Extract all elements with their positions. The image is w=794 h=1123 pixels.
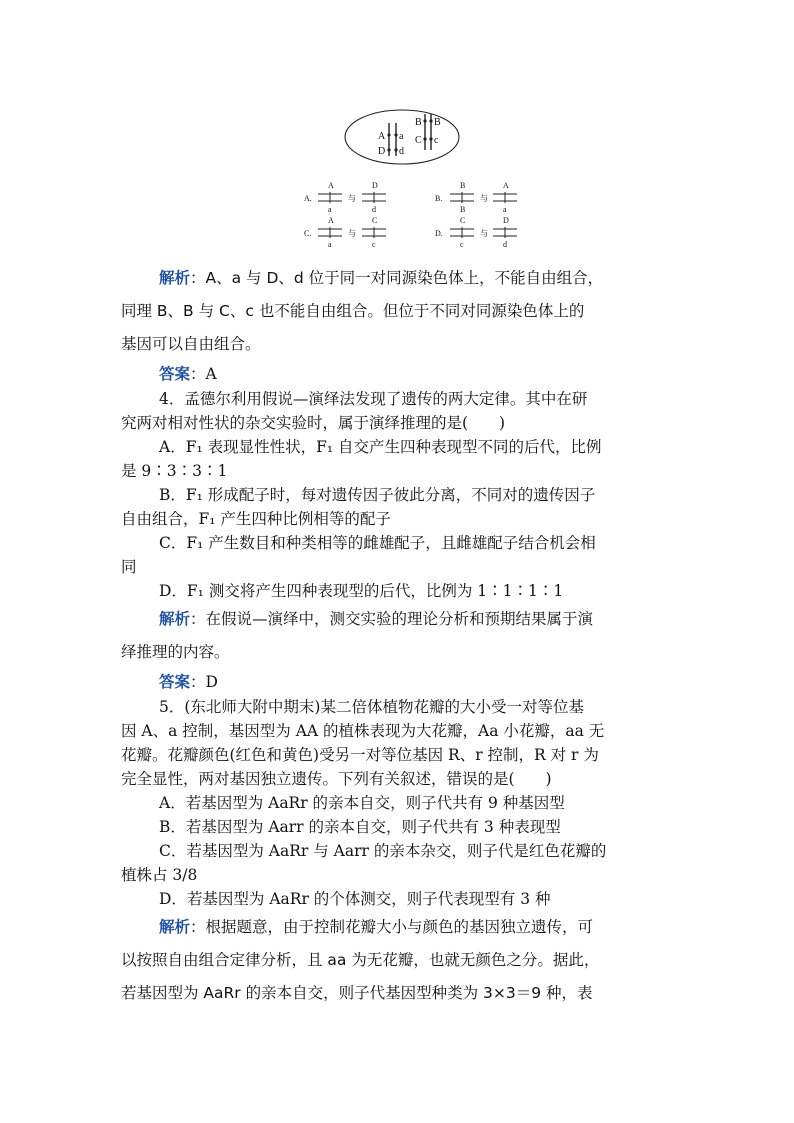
svg-text:D: D — [503, 216, 509, 225]
svg-text:A: A — [328, 181, 334, 190]
q4-option-c: C．F₁ 产生数目和种类相等的雌雄配子，且雌雄配子结合机会相 — [159, 534, 596, 552]
q5-option-c: C．若基因型为 AaRr 与 Aarr 的亲本杂交，则子代是红色花瓣的 — [159, 842, 607, 860]
svg-text:C: C — [460, 216, 466, 225]
cell-label: d — [399, 146, 404, 157]
q5-option-a: A．若基因型为 AaRr 的亲本自交，则子代共有 9 种基因型 — [159, 794, 565, 812]
q5-analysis: 解析：根据题意，由于控制花瓣大小与颜色的基因独立遗传，可 以按照自由组合定律分析，且 aa 为无花瓣，也就无颜色之分。据此， 若基因型为 AaRr 的亲本自交，则子代基因型种类为 3×3＝9 种，表 — [121, 918, 600, 1002]
svg-text:B: B — [460, 181, 466, 190]
option-c-diagram — [304, 216, 386, 249]
svg-text:d: d — [372, 205, 376, 214]
analysis-tag: 解析 — [159, 269, 191, 287]
cell-label: B — [415, 117, 422, 128]
q3-analysis: 解析：A、a 与 D、d 位于同一对同源染色体上，不能自由组合， 同理 B、B 与 C、c 也不能自由组合。但位于不同对同源染色体上的 基因可以自由组合。 — [121, 269, 604, 353]
svg-text:B.: B. — [435, 194, 443, 203]
q4-option-d: D．F₁ 测交将产生四种表现型的后代，比例为 1∶1∶1∶1 — [159, 582, 564, 600]
svg-text:与: 与 — [480, 229, 488, 238]
analysis-tag: 解析 — [159, 918, 191, 936]
option-b-diagram — [435, 181, 517, 214]
cell-label: A — [378, 131, 386, 142]
question-content — [121, 262, 676, 1010]
analysis-tag: 解析 — [159, 610, 191, 628]
svg-text:C.: C. — [304, 229, 312, 238]
svg-text:D.: D. — [435, 229, 443, 238]
svg-text:c: c — [460, 240, 464, 249]
svg-text:C: C — [372, 216, 378, 225]
q4-option-a: A．F₁ 表现显性性状，F₁ 自交产生四种表现型不同的后代，比例 — [159, 438, 602, 456]
chromosome-diagram — [290, 108, 520, 254]
chromosome-figure — [290, 108, 520, 254]
question-5: 5．(东北师大附中期末)某二倍体植物花瓣的大小受一对等位基 因 A、a 控制，基因型为 AA 的植株表现为大花瓣，Aa 小花瓣，aa 无 花瓣。花瓣颜色(红色和黄色)受另一对等位基因 R、r 控制，R 对 r 为 完全显性，两对基因独立遗传。下列有关叙述，错误的是( ) A．若基因型为 AaRr 的亲本自交，则子代共有 9 种基因型 B．若基因型为 Aarr 的亲本自交，则子代共有 3 种表现型 C．若基因型为 AaRr 与 Aarr 的亲本杂交，则子代是红色花瓣的 植株占 3/8 D．若基因型为 AaRr 的个体测交，则子代表现型有 3 种 — [121, 695, 676, 911]
svg-text:与: 与 — [480, 194, 488, 203]
svg-text:A: A — [328, 216, 334, 225]
svg-text:a: a — [328, 205, 332, 214]
svg-text:c: c — [372, 240, 376, 249]
q4-analysis: 解析：在假说—演绎中，测交实验的理论分析和预期结果属于演 绎推理的内容。 — [121, 610, 594, 661]
svg-text:a: a — [503, 205, 507, 214]
cell-label: D — [378, 146, 386, 157]
option-d-diagram — [435, 216, 517, 249]
answer-tag: 答案 — [159, 672, 191, 691]
q4-answer: 答案：D — [159, 672, 218, 691]
svg-text:d: d — [503, 240, 507, 249]
svg-text:与: 与 — [348, 229, 356, 238]
svg-text:A: A — [503, 181, 509, 190]
cell-label: a — [399, 131, 404, 142]
svg-text:D: D — [372, 181, 378, 190]
answer-tag: 答案 — [159, 364, 191, 383]
q5-option-d: D．若基因型为 AaRr 的个体测交，则子代表现型有 3 种 — [159, 890, 551, 908]
svg-text:与: 与 — [348, 194, 356, 203]
q3-answer: 答案：A — [159, 364, 217, 383]
q4-option-b: B．F₁ 形成配子时，每对遗传因子彼此分离，不同对的遗传因子 — [159, 486, 596, 504]
q5-option-b: B．若基因型为 Aarr 的亲本自交，则子代共有 3 种表现型 — [159, 818, 561, 836]
svg-text:B: B — [460, 205, 466, 214]
question-4: 4．孟德尔利用假说—演绎法发现了遗传的两大定律。其中在研 究两对相对性状的杂交实验时，属于演绎推理的是( ) A．F₁ 表现显性性状，F₁ 自交产生四种表现型不同的后代，比例 是 9∶3∶3∶1 B．F₁ 形成配子时，每对遗传因子彼此分离，不同对的遗传因子 自由组合，F₁ 产生四种比例相等的配子 C．F₁ 产生数目和种类相等的雌雄配子，且雌雄配子结合机会相 同 D．F₁ 测交将产生四种表现型的后代，比例为 1∶1∶1∶1 — [121, 387, 676, 603]
cell-label: C — [415, 135, 422, 146]
option-a-diagram — [304, 181, 386, 214]
cell-label: c — [434, 135, 439, 146]
svg-text:a: a — [328, 240, 332, 249]
svg-text:A.: A. — [304, 194, 312, 203]
cell-label: B — [434, 117, 441, 128]
